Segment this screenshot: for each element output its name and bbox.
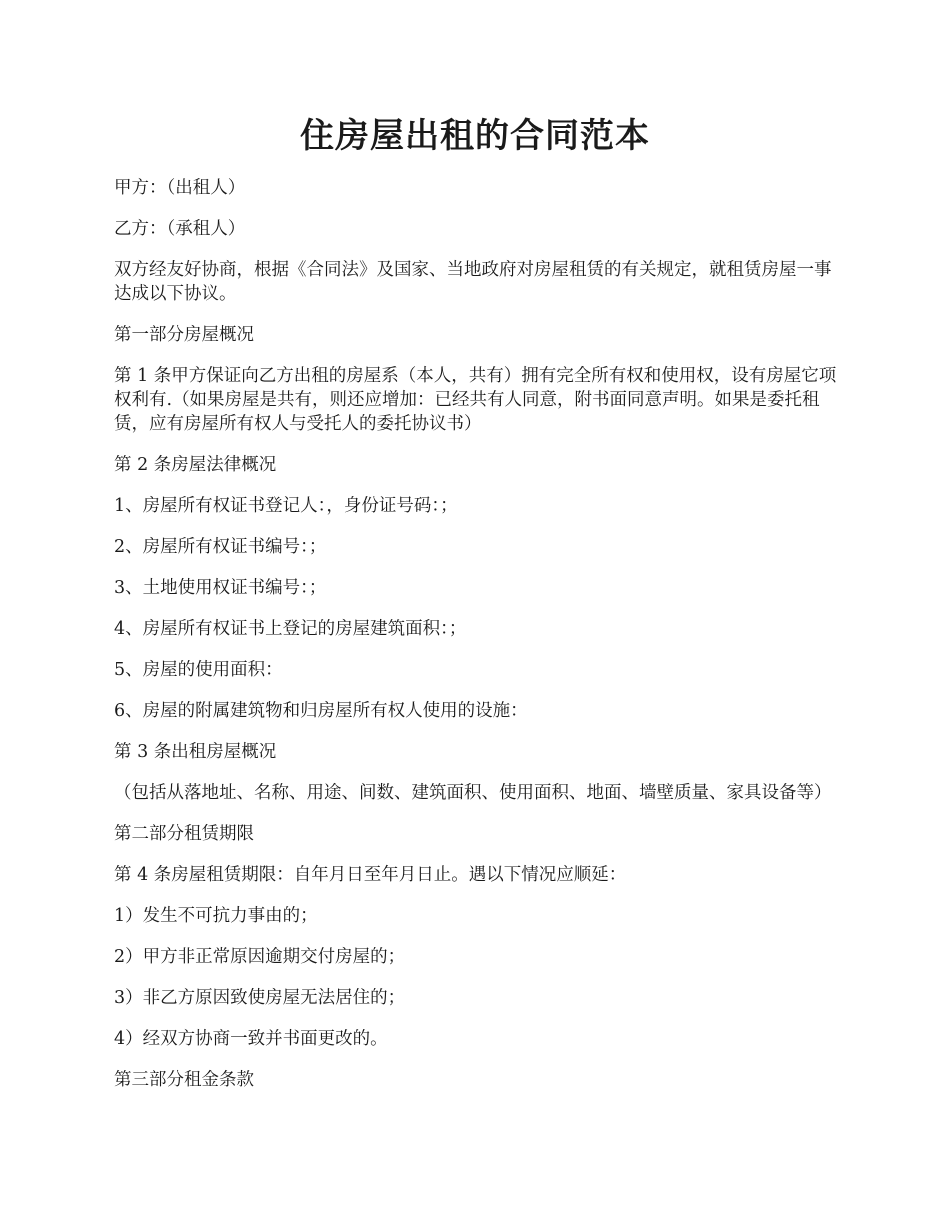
section-heading-1: 第一部分房屋概况 [114, 325, 254, 345]
party-b-line: 乙方：（承租人） [114, 219, 246, 239]
article-3-heading: 第 3 条出租房屋概况 [114, 742, 277, 762]
article-2-heading: 第 2 条房屋法律概况 [114, 455, 277, 475]
list-item: 1）发生不可抗力事由的； [114, 906, 318, 926]
list-item: 4、房屋所有权证书上登记的房屋建筑面积：； [114, 619, 467, 639]
section-heading-3: 第三部分租金条款 [114, 1070, 254, 1090]
party-a-line: 甲方：（出租人） [114, 178, 246, 198]
list-item: 1、房屋所有权证书登记人：，身份证号码：； [114, 496, 458, 516]
list-item: 6、房屋的附属建筑物和归房屋所有权人使用的设施： [114, 701, 528, 721]
article-4: 第 4 条房屋租赁期限：自年月日至年月日止。遇以下情况应顺延： [114, 865, 627, 885]
preamble-paragraph: 双方经友好协商，根据《合同法》及国家、当地政府对房屋租赁的有关规定，就租赁房屋一事达成以下协议。 [114, 260, 832, 304]
list-item: 5、房屋的使用面积： [114, 660, 283, 680]
list-item: 2）甲方非正常原因逾期交付房屋的； [114, 947, 406, 967]
document-title: 住房屋出租的合同范本 [300, 116, 650, 156]
section-heading-2: 第二部分租赁期限 [114, 824, 254, 844]
article-1: 第 1 条甲方保证向乙方出租的房屋系（本人，共有）拥有完全所有权和使用权，设有房屋它项权利有.（如果房屋是共有，则还应增加：已经共有人同意，附书面同意声明。如果是委托租赁，应有房屋所有权人与受托人的委托协议书） [114, 366, 837, 434]
article-3-detail: （包括从落地址、名称、用途、间数、建筑面积、使用面积、地面、墙壁质量、家具设备等） [114, 783, 832, 803]
document-body [114, 176, 840, 1109]
list-item: 3）非乙方原因致使房屋无法居住的； [114, 988, 406, 1008]
list-item: 4）经双方协商一致并书面更改的。 [114, 1029, 388, 1049]
list-item: 2、房屋所有权证书编号：； [114, 537, 327, 557]
list-item: 3、土地使用权证书编号：； [114, 578, 327, 598]
